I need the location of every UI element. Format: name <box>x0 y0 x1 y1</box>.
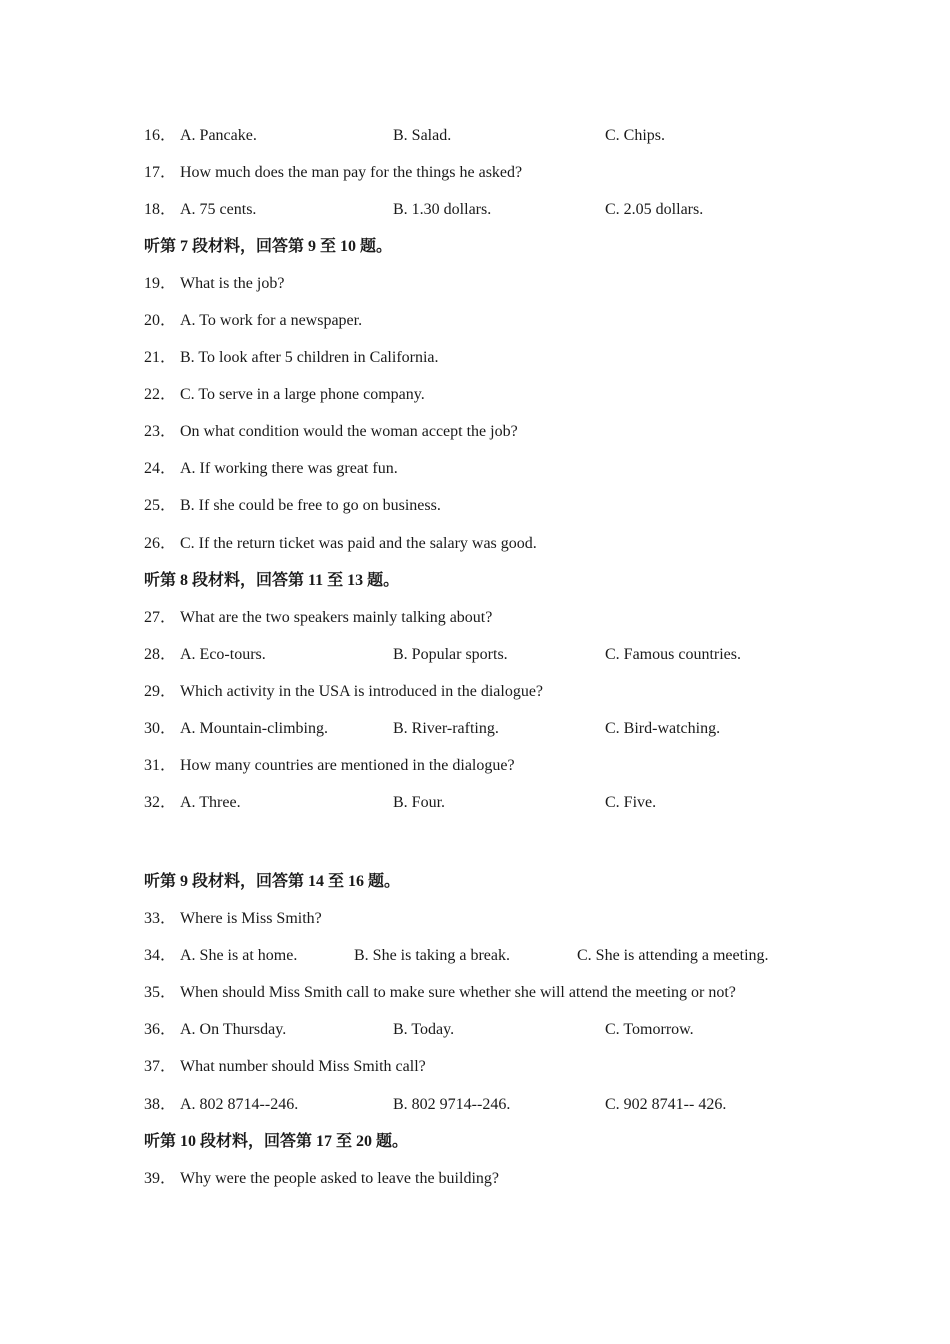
question-number: 22． <box>144 386 177 403</box>
question-number: 25． <box>144 497 177 514</box>
option-b: B. Salad. <box>393 127 452 144</box>
question-number: 31． <box>144 757 177 774</box>
question-number: 39． <box>144 1170 177 1187</box>
question-text: How many countries are mentioned in the dialogue? <box>180 757 515 774</box>
question-number: 17． <box>144 164 177 181</box>
option-b: B. Today. <box>393 1021 455 1038</box>
option-b: B. Popular sports. <box>393 646 508 663</box>
question-number: 34． <box>144 947 177 964</box>
question-text: Why were the people asked to leave the building? <box>180 1170 499 1187</box>
question-text: Where is Miss Smith? <box>180 910 322 927</box>
question-number: 38． <box>144 1096 177 1113</box>
option-c: C. Bird-watching. <box>605 720 721 737</box>
option-a: A. Mountain-climbing. <box>180 720 328 737</box>
section-heading: 听第 9 段材料，回答第 14 至 16 题。 <box>144 873 401 890</box>
question-text: Which activity in the USA is introduced in the dialogue? <box>180 683 544 700</box>
option-b: B. She is taking a break. <box>354 947 510 964</box>
option-b: B. 1.30 dollars. <box>393 201 492 218</box>
question-number: 27． <box>144 609 177 626</box>
option-a: A. On Thursday. <box>180 1021 287 1038</box>
option-b: B. River-rafting. <box>393 720 499 737</box>
question-text: C. If the return ticket was paid and the salary was good. <box>180 535 537 552</box>
question-number: 26． <box>144 535 177 552</box>
question-number: 18． <box>144 201 177 218</box>
option-a: A. She is at home. <box>180 947 298 964</box>
option-a: A. 802 8714--246. <box>180 1096 299 1113</box>
question-text: When should Miss Smith call to make sure whether she will attend the meeting or not? <box>180 984 736 1001</box>
question-text: B. If she could be free to go on business. <box>180 497 441 514</box>
question-number: 23． <box>144 423 177 440</box>
section-heading: 听第 10 段材料，回答第 17 至 20 题。 <box>144 1133 409 1150</box>
question-number: 28． <box>144 646 177 663</box>
question-text: A. If working there was great fun. <box>180 460 398 477</box>
question-number: 36． <box>144 1021 177 1038</box>
section-heading: 听第 8 段材料，回答第 11 至 13 题。 <box>144 572 400 589</box>
question-text: What are the two speakers mainly talking about? <box>180 609 493 626</box>
question-text: B. To look after 5 children in California. <box>180 349 439 366</box>
question-number: 16． <box>144 127 177 144</box>
question-number: 29． <box>144 683 177 700</box>
question-number: 33． <box>144 910 177 927</box>
question-text: What is the job? <box>180 275 285 292</box>
question-number: 20． <box>144 312 177 329</box>
option-c: C. 902 8741-- 426. <box>605 1096 727 1113</box>
question-text: A. To work for a newspaper. <box>180 312 363 329</box>
question-number: 19． <box>144 275 177 292</box>
question-number: 21． <box>144 349 177 366</box>
question-text: What number should Miss Smith call? <box>180 1058 426 1075</box>
option-c: C. Chips. <box>605 127 666 144</box>
option-c: C. Tomorrow. <box>605 1021 694 1038</box>
option-c: C. Five. <box>605 794 657 811</box>
option-a: A. Eco-tours. <box>180 646 266 663</box>
option-a: A. 75 cents. <box>180 201 257 218</box>
option-b: B. Four. <box>393 794 446 811</box>
option-b: B. 802 9714--246. <box>393 1096 511 1113</box>
question-number: 24． <box>144 460 177 477</box>
option-a: A. Pancake. <box>180 127 257 144</box>
question-text: On what condition would the woman accept the job? <box>180 423 518 440</box>
option-c: C. Famous countries. <box>605 646 741 663</box>
option-a: A. Three. <box>180 794 241 811</box>
question-number: 35． <box>144 984 177 1001</box>
question-text: How much does the man pay for the things he asked? <box>180 164 523 181</box>
question-number: 37． <box>144 1058 177 1075</box>
question-text: C. To serve in a large phone company. <box>180 386 425 403</box>
section-heading: 听第 7 段材料，回答第 9 至 10 题。 <box>144 238 393 255</box>
option-c: C. She is attending a meeting. <box>577 947 769 964</box>
question-number: 30． <box>144 720 177 737</box>
question-number: 32． <box>144 794 177 811</box>
option-c: C. 2.05 dollars. <box>605 201 704 218</box>
